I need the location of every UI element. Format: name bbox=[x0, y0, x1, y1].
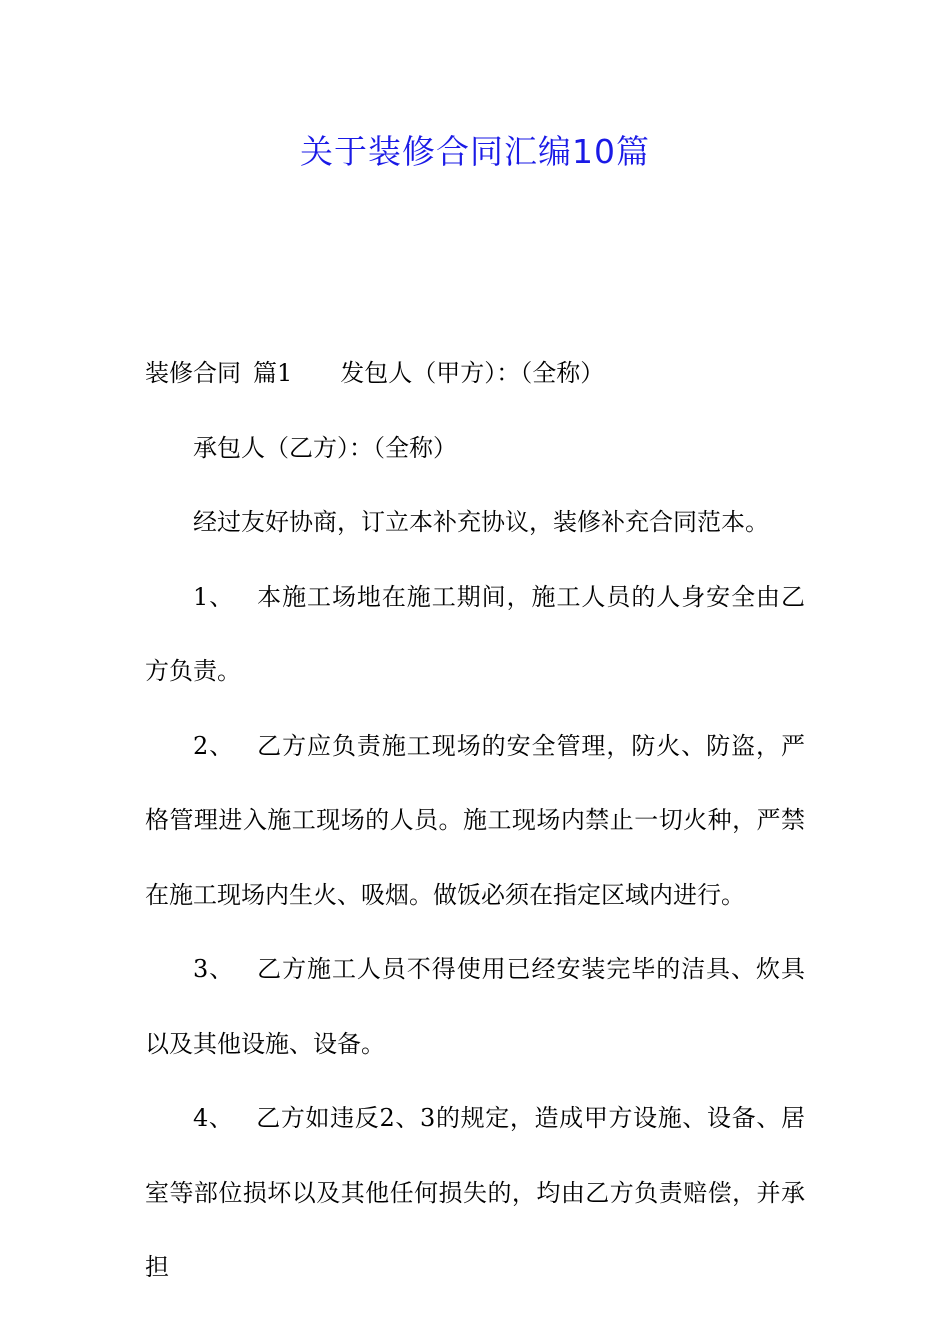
employer-line: 发包人（甲方）：（全称） bbox=[340, 359, 605, 387]
document-title: 关于装修合同汇编10篇 bbox=[300, 132, 650, 171]
clause-text: 本施工场地在施工期间，施工人员的人身安全由乙方负责。 bbox=[145, 582, 805, 685]
contractor-line: 承包人（乙方）：（全称） bbox=[193, 433, 457, 462]
clause-number: 1、 bbox=[193, 582, 235, 611]
clause-1 bbox=[145, 560, 805, 709]
clause-text: 乙方应负责施工现场的安全管理，防火、防盗，严格管理进入施工现场的人员。施工现场内禁止一切火种，严禁在施工现场内生火、吸烟。做饭必须在指定区域内进行。 bbox=[145, 731, 805, 909]
first-line bbox=[145, 336, 805, 411]
clause-2 bbox=[145, 709, 805, 933]
clause-number: 3、 bbox=[193, 955, 235, 983]
intro-paragraph: 经过友好协商，订立本补充协议，装修补充合同范本。 bbox=[193, 508, 769, 536]
clause-number: 4、 bbox=[193, 1104, 234, 1132]
clause-number: 2、 bbox=[193, 731, 235, 760]
section-number: 篇1 bbox=[253, 359, 293, 387]
clause-3 bbox=[145, 932, 805, 1081]
document-body bbox=[145, 336, 805, 1305]
section-label: 装修合同 bbox=[145, 359, 241, 387]
clause-4 bbox=[145, 1081, 805, 1305]
clause-text: 乙方如违反2、3的规定，造成甲方设施、设备、居室等部位损坏以及其他任何损失的，均由乙方负责赔偿，并承担 bbox=[145, 1104, 805, 1281]
clause-text: 乙方施工人员不得使用已经安装完毕的洁具、炊具以及其他设施、设备。 bbox=[145, 955, 805, 1058]
